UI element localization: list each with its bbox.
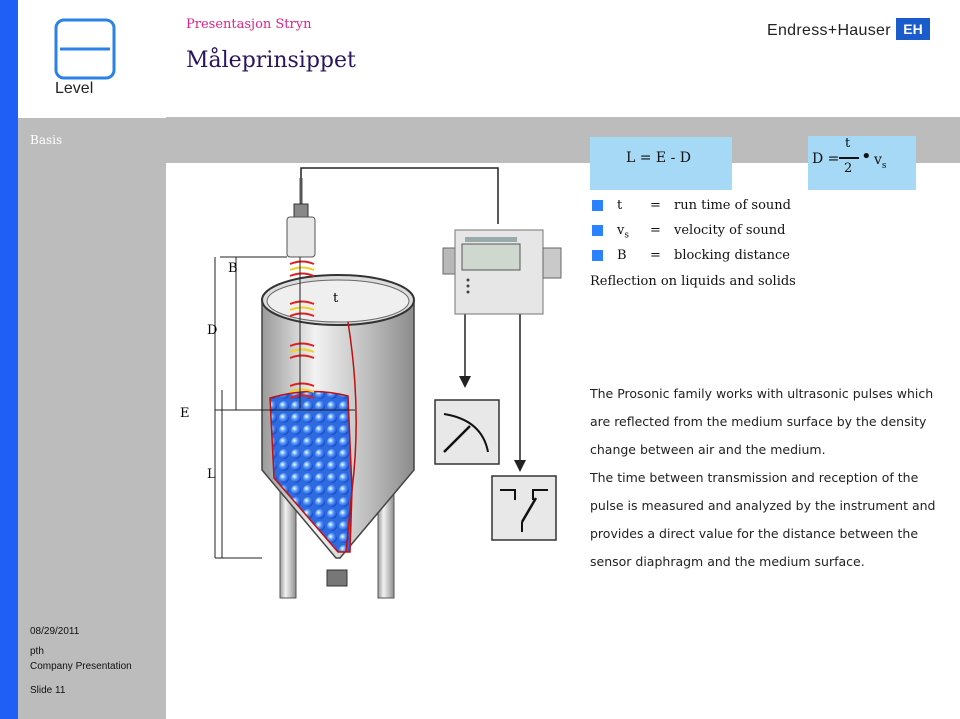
description-line: sensor diaphragm and the medium surface. [590,554,865,569]
arrow-head [514,460,526,472]
brand-logo-text: EH [903,21,923,37]
legend-symbol: B [617,248,627,263]
formula-var [874,152,887,171]
footer-company: Company Presentation [30,661,132,672]
formula-box-level [590,137,732,190]
legend-eq: = [650,198,661,213]
level-logo [18,0,166,118]
description-line: are reflected from the medium surface by the density [590,414,927,429]
analog-output-icon [435,400,499,464]
description-line: The Prosonic family works with ultrasonic pulses which [590,386,934,401]
formula-level: L = E - D [626,150,692,166]
legend-bullet [592,250,603,261]
label-l: L [207,467,216,482]
footer-date: 08/29/2011 [30,626,80,637]
transmitter [443,230,561,314]
formula-numerator: t [845,136,851,151]
sensor-housing [287,217,315,257]
legend-symbol-v: v [617,223,625,238]
label-b: B [228,261,238,276]
fraction-bar [839,157,859,159]
description-line: The time between transmission and reception of the [590,470,919,485]
switch-output-icon [492,476,556,540]
legend-text: velocity of sound [674,223,786,238]
level-logo-area [18,0,166,118]
legend-text: blocking distance [674,248,790,263]
label-d: D [207,323,218,338]
tank-outlet [327,570,347,586]
level-logo-label: Level [55,80,94,97]
formula-denominator: 2 [844,161,853,176]
formula-box-distance [808,136,916,190]
brand-name: Endress+Hauser [767,22,891,39]
legend-symbol: t [617,198,623,213]
legend-bullet [592,200,603,211]
sensor-wire [301,168,498,224]
legend-symbol [617,223,629,241]
description-line: pulse is measured and analyzed by the instrument and [590,498,936,513]
footer-author: pth [30,646,44,657]
section-label: Basis [30,133,63,147]
tank-diagram [170,160,590,610]
slide-title: Måleprinsippet [186,48,356,73]
formula-var-v: v [874,152,882,168]
slide-number: Slide 11 [30,685,66,696]
description-line: provides a direct value for the distance between the [590,526,919,541]
reflection-note: Reflection on liquids and solids [590,274,796,289]
legend-text: run time of sound [674,198,791,213]
brand-logo [896,18,930,40]
formula-var-sub: s [881,160,887,171]
label-t: t [333,291,339,306]
legend-symbol-sub: s [624,230,629,241]
legend-bullet [592,225,603,236]
arrow-head [459,376,471,388]
presentation-title: Presentasjon Stryn [186,17,312,32]
legend-eq: = [650,248,661,263]
label-e: E [180,406,190,421]
formula-distance-lhs: D = [812,151,840,167]
description-line: change between air and the medium. [590,442,826,457]
formula-operator: • [861,146,872,167]
sensor-neck [294,204,308,218]
legend-eq: = [650,223,661,238]
left-accent-bar [0,0,18,719]
